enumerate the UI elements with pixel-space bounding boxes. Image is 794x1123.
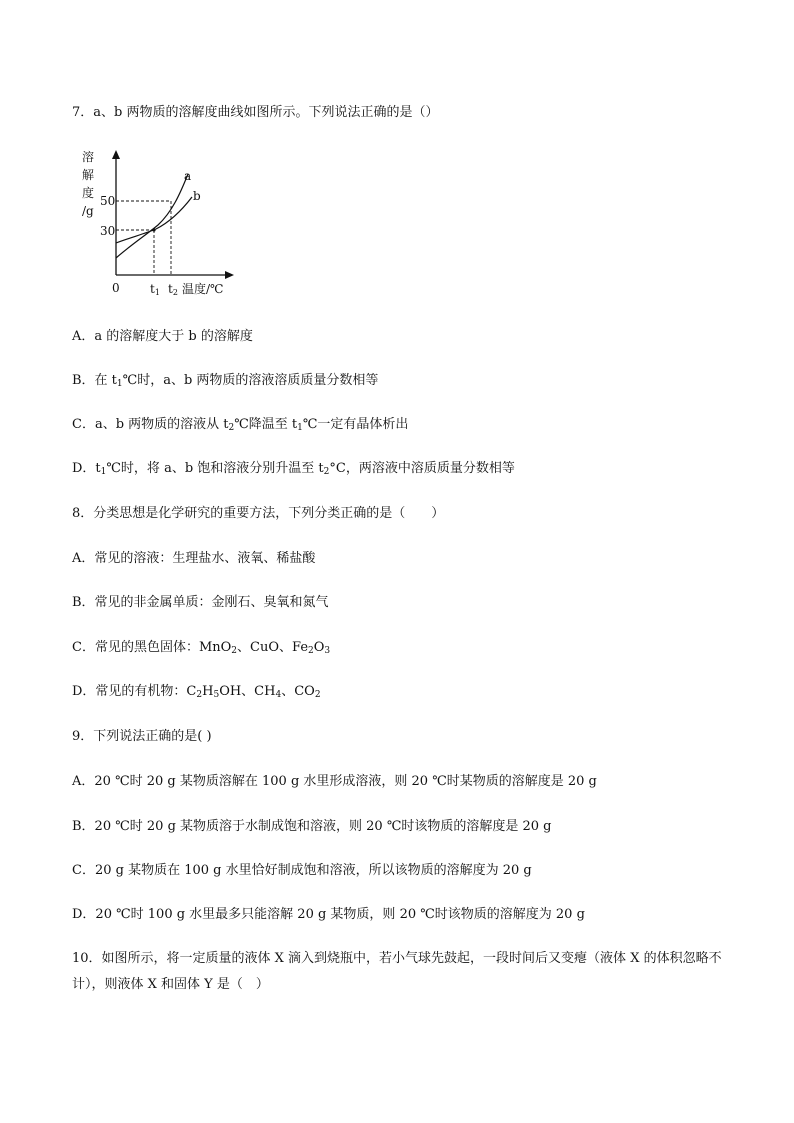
question-9-option-c: C．20 g 某物质在 100 g 水里恰好制成饱和溶液，所以该物质的溶解度为 20 g xyxy=(72,863,532,878)
t1-label: t1 xyxy=(150,282,160,297)
question-8-option-d: D．常见的有机物：$C_2H_5OH$、$CH_4$、$CO_2$ xyxy=(72,684,321,700)
question-8-option-c: C．常见的黑色固体：MnO$_2$、CuO、$Fe_2O_3$ xyxy=(72,640,331,656)
y-axis-arrow xyxy=(112,150,120,159)
curve-b-label: b xyxy=(193,189,201,203)
y-label-3: 度 xyxy=(82,186,95,200)
question-9-stem: 9．下列说法正确的是( ) xyxy=(72,729,212,744)
question-7-option-b: B．在 $t_1℃$时，a、b 两物质的溶液溶质质量分数相等 xyxy=(72,373,379,389)
question-8-option-b: B．常见的非金属单质：金刚石、臭氧和氮气 xyxy=(72,595,329,610)
question-9-option-a: A．20 ℃时 20 g 某物质溶解在 100 g 水里形成溶液，则 20 ℃时某物质的溶解度是 20 g xyxy=(72,774,597,789)
question-9-option-b: B．20 ℃时 20 g 某物质溶于水制成饱和溶液，则 20 ℃时该物质的溶解度是 20 g xyxy=(72,819,552,834)
x-axis-label: 温度/℃ xyxy=(182,282,224,296)
tick-50: 50 xyxy=(100,194,116,208)
y-label-4: /g xyxy=(82,204,94,218)
solubility-curve-figure xyxy=(70,142,250,302)
intersection-point xyxy=(152,228,155,231)
tick-30: 30 xyxy=(100,224,116,238)
question-7-option-c: C．a、b 两物质的溶液从 $t_2℃$降温至 $t_1℃$一定有晶体析出 xyxy=(72,417,409,433)
curve-a-label: a xyxy=(184,169,192,183)
question-7-stem: 7．a、b 两物质的溶解度曲线如图所示。下列说法正确的是（） xyxy=(72,105,439,120)
origin-label: 0 xyxy=(112,281,120,295)
y-label-1: 溶 xyxy=(82,150,95,164)
question-8-option-a: A．常见的溶液：生理盐水、液氧、稀盐酸 xyxy=(72,551,316,566)
x-axis-arrow xyxy=(225,271,234,279)
t2-label: t2 xyxy=(168,282,178,297)
question-7-option-d: D．$t_1℃$时，将 a、b 饱和溶液分别升温至 $t_2^\circ C$，两溶液中溶质质量分数相等 xyxy=(72,461,515,477)
curve-a xyxy=(116,174,188,258)
question-7-option-a: A．a 的溶解度大于 b 的溶解度 xyxy=(72,329,253,344)
question-8-stem: 8．分类思想是化学研究的重要方法，下列分类正确的是（ ） xyxy=(72,506,445,521)
question-9-option-d: D．20 ℃时 100 g 水里最多只能溶解 20 g 某物质，则 20 ℃时该物质的溶解度为 20 g xyxy=(72,907,585,922)
question-10-stem: 10．如图所示，将一定质量的液体 X 滴入到烧瓶中，若小气球先鼓起，一段时间后又变瘪（液体 X 的体积忽略不计），则液体 X 和固体 Y 是（ ） xyxy=(72,951,722,992)
y-label-2: 解 xyxy=(82,168,95,182)
